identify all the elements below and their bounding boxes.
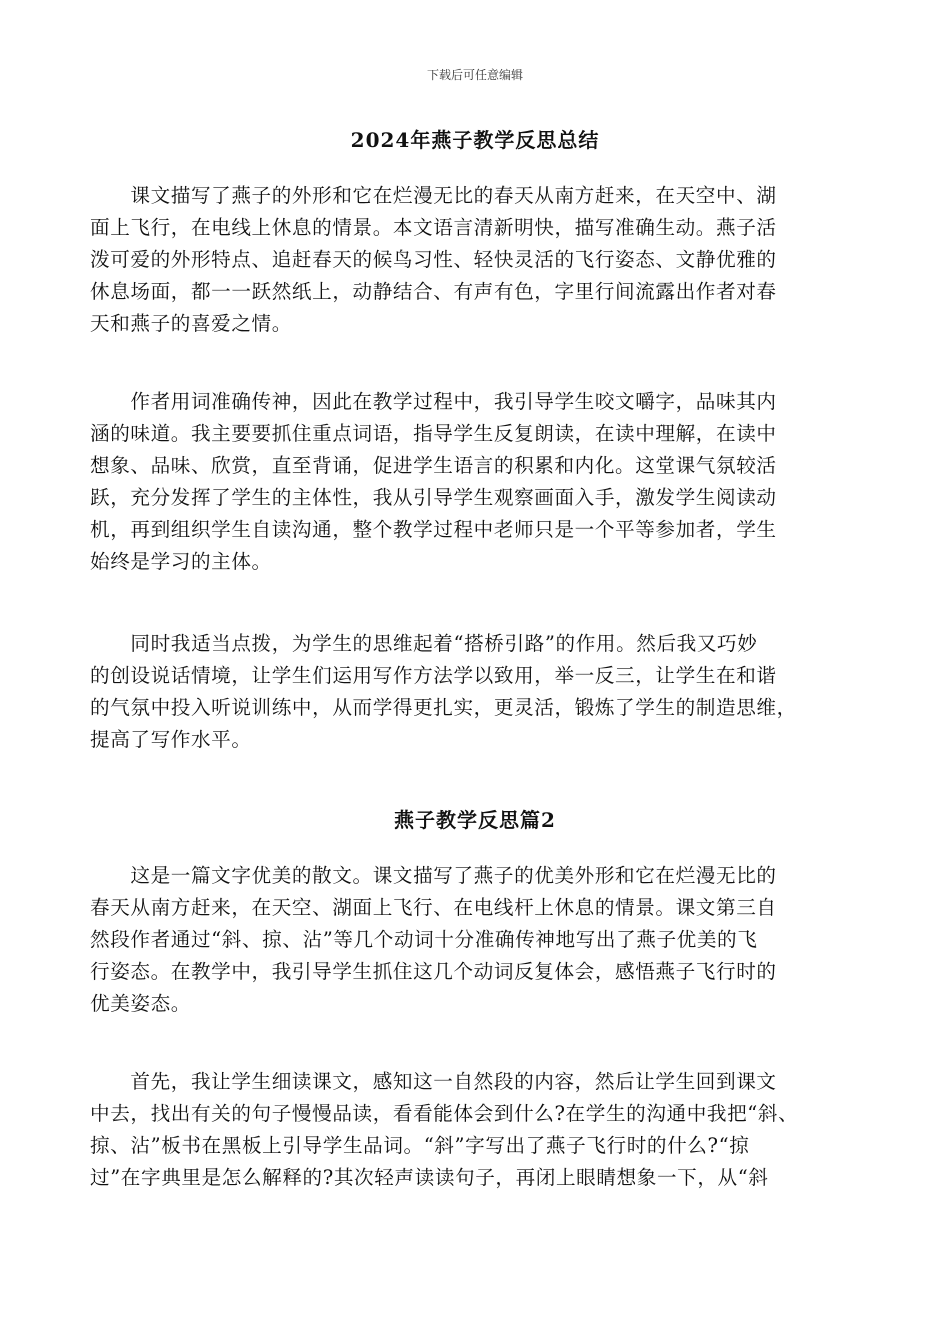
text-line: 作者用词准确传神，因此在教学过程中，我引导学生咬文嚼字，品味其内 xyxy=(90,390,777,413)
text-line: 提高了写作水平。 xyxy=(90,728,252,751)
page-title: 2024年燕子教学反思总结 xyxy=(350,128,600,152)
text-line: 课文描写了燕子的外形和它在烂漫无比的春天从南方赶来，在天空中、湖 xyxy=(90,184,777,207)
text-line: 然段作者通过“斜、掠、沾”等几个动词十分准确传神地写出了燕子优美的飞 xyxy=(90,928,758,951)
text-line: 优美姿态。 xyxy=(90,992,191,1015)
text-line: 春天从南方赶来，在天空、湖面上飞行、在电线杆上休息的情景。课文第三自 xyxy=(90,896,777,919)
paragraph-2 xyxy=(90,386,858,578)
text-line: 泼可爱的外形特点、追赶春天的候鸟习性、轻快灵活的飞行姿态、文静优雅的 xyxy=(90,248,777,271)
text-line: 面上飞行，在电线上休息的情景。本文语言清新明快，描写准确生动。燕子活 xyxy=(90,216,777,239)
paragraph-4 xyxy=(90,860,858,1020)
text-line: 天和燕子的喜爱之情。 xyxy=(90,312,292,335)
text-line: 始终是学习的主体。 xyxy=(90,550,272,573)
text-line: 休息场面，都一一跃然纸上，动静结合、有声有色，字里行间流露出作者对春 xyxy=(90,280,777,303)
text-line: 机，再到组织学生自读沟通，整个教学过程中老师只是一个平等参加者，学生 xyxy=(90,518,777,541)
text-line: 同时我适当点拨，为学生的思维起着“搭桥引路”的作用。然后我又巧妙 xyxy=(90,632,758,655)
text-line: 首先，我让学生细读课文，感知这一自然段的内容，然后让学生回到课文 xyxy=(90,1070,777,1093)
text-line: 行姿态。在教学中，我引导学生抓住这几个动词反复体会，感悟燕子飞行时的 xyxy=(90,960,777,983)
paragraph-1 xyxy=(90,180,858,340)
text-line: 的创设说话情境，让学生们运用写作方法学以致用，举一反三，让学生在和谐 xyxy=(90,664,777,687)
section-title: 燕子教学反思篇2 xyxy=(394,808,556,832)
text-line: 中去，找出有关的句子慢慢品读，看看能体会到什么?在学生的沟通中我把“斜、 xyxy=(90,1102,799,1125)
text-line: 掠、沾”板书在黑板上引导学生品词。“斜”字写出了燕子飞行时的什么?“掠 xyxy=(90,1134,750,1157)
paragraph-3 xyxy=(90,628,858,756)
text-line: 想象、品味、欣赏，直至背诵，促进学生语言的积累和内化。这堂课气氛较活 xyxy=(90,454,777,477)
text-line: 涵的味道。我主要要抓住重点词语，指导学生反复朗读，在读中理解，在读中 xyxy=(90,422,777,445)
text-line: 的气氛中投入听说训练中，从而学得更扎实，更灵活，锻炼了学生的制造思维， xyxy=(90,696,797,719)
header-note: 下载后可任意编辑 xyxy=(426,68,523,82)
text-line: 这是一篇文字优美的散文。课文描写了燕子的优美外形和它在烂漫无比的 xyxy=(90,864,777,887)
text-line: 跃，充分发挥了学生的主体性，我从引导学生观察画面入手，激发学生阅读动 xyxy=(90,486,777,509)
text-line: 过”在字典里是怎么解释的?其次轻声读读句子，再闭上眼睛想象一下，从“斜 xyxy=(90,1166,769,1189)
paragraph-5 xyxy=(90,1066,858,1194)
